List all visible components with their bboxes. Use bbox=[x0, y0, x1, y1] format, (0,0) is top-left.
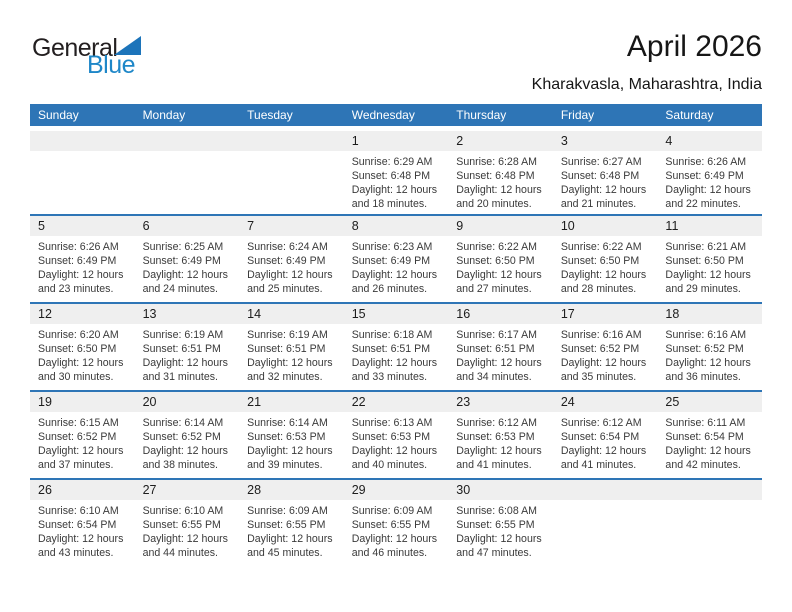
sunrise-text: Sunrise: 6:17 AM bbox=[456, 329, 537, 341]
day-cell-21 bbox=[239, 392, 344, 478]
day-number: 14 bbox=[239, 304, 344, 324]
weekday-label-thursday: Thursday bbox=[456, 108, 507, 122]
sunrise-text: Sunrise: 6:26 AM bbox=[38, 241, 119, 253]
day-details bbox=[657, 151, 762, 211]
day-details bbox=[344, 151, 449, 211]
sunrise-text: Sunrise: 6:11 AM bbox=[665, 417, 746, 429]
page-title: April 2026 bbox=[626, 30, 762, 63]
day-details bbox=[553, 236, 658, 296]
sunset-text: Sunset: 6:54 PM bbox=[38, 519, 117, 531]
daylight-text: Daylight: 12 hours and 43 minutes. bbox=[38, 533, 124, 559]
weekday-label-saturday: Saturday bbox=[665, 108, 714, 122]
weekday-header-row bbox=[30, 104, 762, 126]
daylight-text: Daylight: 12 hours and 31 minutes. bbox=[142, 357, 228, 383]
day-details bbox=[657, 324, 762, 384]
daylight-text: Daylight: 12 hours and 37 minutes. bbox=[38, 445, 124, 471]
sunrise-text: Sunrise: 6:28 AM bbox=[456, 156, 537, 168]
daylight-text: Daylight: 12 hours and 29 minutes. bbox=[665, 269, 751, 295]
sunrise-text: Sunrise: 6:16 AM bbox=[560, 329, 642, 341]
sunrise-text: Sunrise: 6:19 AM bbox=[142, 329, 224, 341]
daylight-text: Daylight: 12 hours and 28 minutes. bbox=[560, 269, 647, 295]
sunset-text: Sunset: 6:51 PM bbox=[456, 343, 535, 355]
day-number: 13 bbox=[135, 304, 240, 324]
sunrise-text: Sunrise: 6:09 AM bbox=[247, 505, 328, 517]
week-row bbox=[30, 478, 762, 566]
sunset-text: Sunset: 6:50 PM bbox=[38, 343, 117, 355]
sunset-text: Sunset: 6:53 PM bbox=[351, 431, 431, 443]
daylight-text: Daylight: 12 hours and 35 minutes. bbox=[560, 357, 647, 383]
sunrise-text: Sunrise: 6:08 AM bbox=[456, 505, 537, 517]
day-number: 9 bbox=[448, 216, 553, 236]
sunset-text: Sunset: 6:52 PM bbox=[142, 431, 221, 443]
sunrise-text: Sunrise: 6:14 AM bbox=[142, 417, 224, 429]
daylight-text: Daylight: 12 hours and 42 minutes. bbox=[665, 445, 751, 471]
week-row bbox=[30, 214, 762, 302]
day-details bbox=[344, 500, 449, 560]
day-details bbox=[657, 236, 762, 296]
day-cell-16 bbox=[448, 304, 553, 390]
daylight-text: Daylight: 12 hours and 18 minutes. bbox=[351, 184, 438, 210]
logo-text-blue: Blue bbox=[87, 51, 136, 79]
day-cell-15 bbox=[344, 304, 449, 390]
sunset-text: Sunset: 6:50 PM bbox=[665, 255, 744, 267]
day-details bbox=[448, 151, 553, 211]
general-blue-logo bbox=[32, 36, 141, 78]
sunset-text: Sunset: 6:49 PM bbox=[351, 255, 431, 267]
day-details bbox=[30, 236, 135, 296]
daylight-text: Daylight: 12 hours and 22 minutes. bbox=[665, 184, 751, 210]
daylight-text: Daylight: 12 hours and 27 minutes. bbox=[456, 269, 542, 295]
sunrise-text: Sunrise: 6:23 AM bbox=[351, 241, 433, 253]
day-cell-11 bbox=[657, 216, 762, 302]
day-cell-empty bbox=[239, 131, 344, 214]
sunset-text: Sunset: 6:53 PM bbox=[456, 431, 535, 443]
day-number: 20 bbox=[135, 392, 240, 412]
day-details bbox=[344, 236, 449, 296]
day-number bbox=[135, 131, 240, 151]
week-row bbox=[30, 131, 762, 214]
day-number: 21 bbox=[239, 392, 344, 412]
daylight-text: Daylight: 12 hours and 41 minutes. bbox=[560, 445, 647, 471]
day-details bbox=[448, 324, 553, 384]
day-number: 23 bbox=[448, 392, 553, 412]
daylight-text: Daylight: 12 hours and 26 minutes. bbox=[351, 269, 438, 295]
day-cell-13 bbox=[135, 304, 240, 390]
daylight-text: Daylight: 12 hours and 20 minutes. bbox=[456, 184, 542, 210]
day-cell-23 bbox=[448, 392, 553, 478]
day-details bbox=[344, 324, 449, 384]
sunrise-text: Sunrise: 6:15 AM bbox=[38, 417, 119, 429]
day-details bbox=[344, 412, 449, 472]
sunrise-text: Sunrise: 6:21 AM bbox=[665, 241, 747, 253]
daylight-text: Daylight: 12 hours and 39 minutes. bbox=[247, 445, 333, 471]
weekday-label-sunday: Sunday bbox=[38, 108, 79, 122]
sunset-text: Sunset: 6:51 PM bbox=[142, 343, 221, 355]
sunset-text: Sunset: 6:49 PM bbox=[142, 255, 221, 267]
day-details bbox=[135, 500, 240, 560]
sunrise-text: Sunrise: 6:19 AM bbox=[247, 329, 328, 341]
day-number: 4 bbox=[657, 131, 762, 151]
sunset-text: Sunset: 6:51 PM bbox=[351, 343, 431, 355]
daylight-text: Daylight: 12 hours and 41 minutes. bbox=[456, 445, 542, 471]
day-number: 3 bbox=[553, 131, 658, 151]
day-details bbox=[448, 236, 553, 296]
day-number bbox=[657, 480, 762, 500]
daylight-text: Daylight: 12 hours and 23 minutes. bbox=[38, 269, 124, 295]
day-cell-empty bbox=[553, 480, 658, 566]
day-cell-25 bbox=[657, 392, 762, 478]
day-details bbox=[553, 324, 658, 384]
sunset-text: Sunset: 6:48 PM bbox=[560, 170, 640, 182]
sunrise-text: Sunrise: 6:29 AM bbox=[351, 156, 433, 168]
day-cell-18 bbox=[657, 304, 762, 390]
day-details bbox=[239, 412, 344, 472]
sunset-text: Sunset: 6:54 PM bbox=[560, 431, 640, 443]
day-number: 22 bbox=[344, 392, 449, 412]
sunrise-text: Sunrise: 6:18 AM bbox=[351, 329, 433, 341]
daylight-text: Daylight: 12 hours and 45 minutes. bbox=[247, 533, 333, 559]
sunset-text: Sunset: 6:50 PM bbox=[560, 255, 640, 267]
day-cell-empty bbox=[30, 131, 135, 214]
sunrise-text: Sunrise: 6:22 AM bbox=[456, 241, 537, 253]
sunset-text: Sunset: 6:48 PM bbox=[456, 170, 535, 182]
daylight-text: Daylight: 12 hours and 36 minutes. bbox=[665, 357, 751, 383]
daylight-text: Daylight: 12 hours and 40 minutes. bbox=[351, 445, 438, 471]
day-details bbox=[448, 500, 553, 560]
day-cell-22 bbox=[344, 392, 449, 478]
week-row bbox=[30, 302, 762, 390]
sunset-text: Sunset: 6:55 PM bbox=[142, 519, 221, 531]
sunrise-text: Sunrise: 6:24 AM bbox=[247, 241, 328, 253]
sunset-text: Sunset: 6:49 PM bbox=[665, 170, 744, 182]
day-cell-20 bbox=[135, 392, 240, 478]
daylight-text: Daylight: 12 hours and 44 minutes. bbox=[142, 533, 228, 559]
sunset-text: Sunset: 6:51 PM bbox=[247, 343, 326, 355]
sunset-text: Sunset: 6:55 PM bbox=[351, 519, 431, 531]
title-block bbox=[532, 30, 762, 94]
day-number: 29 bbox=[344, 480, 449, 500]
day-cell-6 bbox=[135, 216, 240, 302]
sunrise-text: Sunrise: 6:27 AM bbox=[560, 156, 642, 168]
sunset-text: Sunset: 6:52 PM bbox=[665, 343, 744, 355]
sunset-text: Sunset: 6:52 PM bbox=[560, 343, 640, 355]
daylight-text: Daylight: 12 hours and 24 minutes. bbox=[142, 269, 228, 295]
daylight-text: Daylight: 12 hours and 30 minutes. bbox=[38, 357, 124, 383]
day-cell-1 bbox=[344, 131, 449, 214]
sunrise-text: Sunrise: 6:10 AM bbox=[142, 505, 224, 517]
daylight-text: Daylight: 12 hours and 32 minutes. bbox=[247, 357, 333, 383]
day-cell-27 bbox=[135, 480, 240, 566]
day-cell-26 bbox=[30, 480, 135, 566]
day-cell-7 bbox=[239, 216, 344, 302]
sunset-text: Sunset: 6:48 PM bbox=[351, 170, 431, 182]
weeks-container bbox=[30, 131, 762, 566]
day-details bbox=[553, 151, 658, 211]
day-cell-29 bbox=[344, 480, 449, 566]
day-number: 5 bbox=[30, 216, 135, 236]
day-cell-8 bbox=[344, 216, 449, 302]
day-number: 1 bbox=[344, 131, 449, 151]
day-number: 15 bbox=[344, 304, 449, 324]
day-details bbox=[135, 236, 240, 296]
day-details bbox=[30, 500, 135, 560]
day-number: 10 bbox=[553, 216, 658, 236]
sunrise-text: Sunrise: 6:20 AM bbox=[38, 329, 119, 341]
day-number: 11 bbox=[657, 216, 762, 236]
daylight-text: Daylight: 12 hours and 25 minutes. bbox=[247, 269, 333, 295]
day-details bbox=[135, 412, 240, 472]
day-number: 25 bbox=[657, 392, 762, 412]
weekday-label-friday: Friday bbox=[560, 108, 595, 122]
day-number: 7 bbox=[239, 216, 344, 236]
calendar-table bbox=[30, 104, 762, 566]
day-number: 19 bbox=[30, 392, 135, 412]
day-details bbox=[30, 324, 135, 384]
day-number: 17 bbox=[553, 304, 658, 324]
sunrise-text: Sunrise: 6:13 AM bbox=[351, 417, 433, 429]
day-cell-24 bbox=[553, 392, 658, 478]
day-details bbox=[135, 324, 240, 384]
day-cell-30 bbox=[448, 480, 553, 566]
weekday-label-monday: Monday bbox=[142, 108, 186, 122]
daylight-text: Daylight: 12 hours and 33 minutes. bbox=[351, 357, 438, 383]
day-number: 27 bbox=[135, 480, 240, 500]
day-number bbox=[30, 131, 135, 151]
sunrise-text: Sunrise: 6:09 AM bbox=[351, 505, 433, 517]
day-cell-19 bbox=[30, 392, 135, 478]
day-details bbox=[239, 324, 344, 384]
day-cell-28 bbox=[239, 480, 344, 566]
sunrise-text: Sunrise: 6:12 AM bbox=[456, 417, 537, 429]
day-cell-14 bbox=[239, 304, 344, 390]
daylight-text: Daylight: 12 hours and 46 minutes. bbox=[351, 533, 438, 559]
day-number: 24 bbox=[553, 392, 658, 412]
sunset-text: Sunset: 6:50 PM bbox=[456, 255, 535, 267]
sunrise-text: Sunrise: 6:26 AM bbox=[665, 156, 747, 168]
day-number: 28 bbox=[239, 480, 344, 500]
sunset-text: Sunset: 6:53 PM bbox=[247, 431, 326, 443]
day-details bbox=[239, 236, 344, 296]
sunset-text: Sunset: 6:49 PM bbox=[247, 255, 326, 267]
day-number: 18 bbox=[657, 304, 762, 324]
day-cell-4 bbox=[657, 131, 762, 214]
day-details bbox=[448, 412, 553, 472]
sunset-text: Sunset: 6:49 PM bbox=[38, 255, 117, 267]
sunrise-text: Sunrise: 6:16 AM bbox=[665, 329, 747, 341]
weekday-label-tuesday: Tuesday bbox=[247, 108, 293, 122]
day-details bbox=[657, 412, 762, 472]
day-number: 8 bbox=[344, 216, 449, 236]
day-cell-empty bbox=[657, 480, 762, 566]
day-cell-3 bbox=[553, 131, 658, 214]
daylight-text: Daylight: 12 hours and 38 minutes. bbox=[142, 445, 228, 471]
location-subtitle: Kharakvasla, Maharashtra, India bbox=[531, 76, 762, 93]
sunrise-text: Sunrise: 6:12 AM bbox=[560, 417, 642, 429]
day-number: 30 bbox=[448, 480, 553, 500]
day-number: 6 bbox=[135, 216, 240, 236]
day-cell-12 bbox=[30, 304, 135, 390]
week-row bbox=[30, 390, 762, 478]
sunset-text: Sunset: 6:52 PM bbox=[38, 431, 117, 443]
day-details bbox=[239, 500, 344, 560]
daylight-text: Daylight: 12 hours and 47 minutes. bbox=[456, 533, 542, 559]
day-cell-5 bbox=[30, 216, 135, 302]
sunrise-text: Sunrise: 6:25 AM bbox=[142, 241, 224, 253]
logo-text-general: General bbox=[32, 34, 118, 62]
day-cell-2 bbox=[448, 131, 553, 214]
day-number: 12 bbox=[30, 304, 135, 324]
day-cell-10 bbox=[553, 216, 658, 302]
day-number bbox=[553, 480, 658, 500]
sunrise-text: Sunrise: 6:10 AM bbox=[38, 505, 119, 517]
sunset-text: Sunset: 6:55 PM bbox=[456, 519, 535, 531]
sunrise-text: Sunrise: 6:22 AM bbox=[560, 241, 642, 253]
sunset-text: Sunset: 6:54 PM bbox=[665, 431, 744, 443]
day-number: 26 bbox=[30, 480, 135, 500]
day-details bbox=[30, 412, 135, 472]
daylight-text: Daylight: 12 hours and 34 minutes. bbox=[456, 357, 542, 383]
day-number: 2 bbox=[448, 131, 553, 151]
sunset-text: Sunset: 6:55 PM bbox=[247, 519, 326, 531]
day-number bbox=[239, 131, 344, 151]
day-cell-17 bbox=[553, 304, 658, 390]
day-details bbox=[553, 412, 658, 472]
day-cell-9 bbox=[448, 216, 553, 302]
sunrise-text: Sunrise: 6:14 AM bbox=[247, 417, 328, 429]
weekday-label-wednesday: Wednesday bbox=[351, 108, 415, 122]
day-number: 16 bbox=[448, 304, 553, 324]
day-cell-empty bbox=[135, 131, 240, 214]
daylight-text: Daylight: 12 hours and 21 minutes. bbox=[560, 184, 647, 210]
